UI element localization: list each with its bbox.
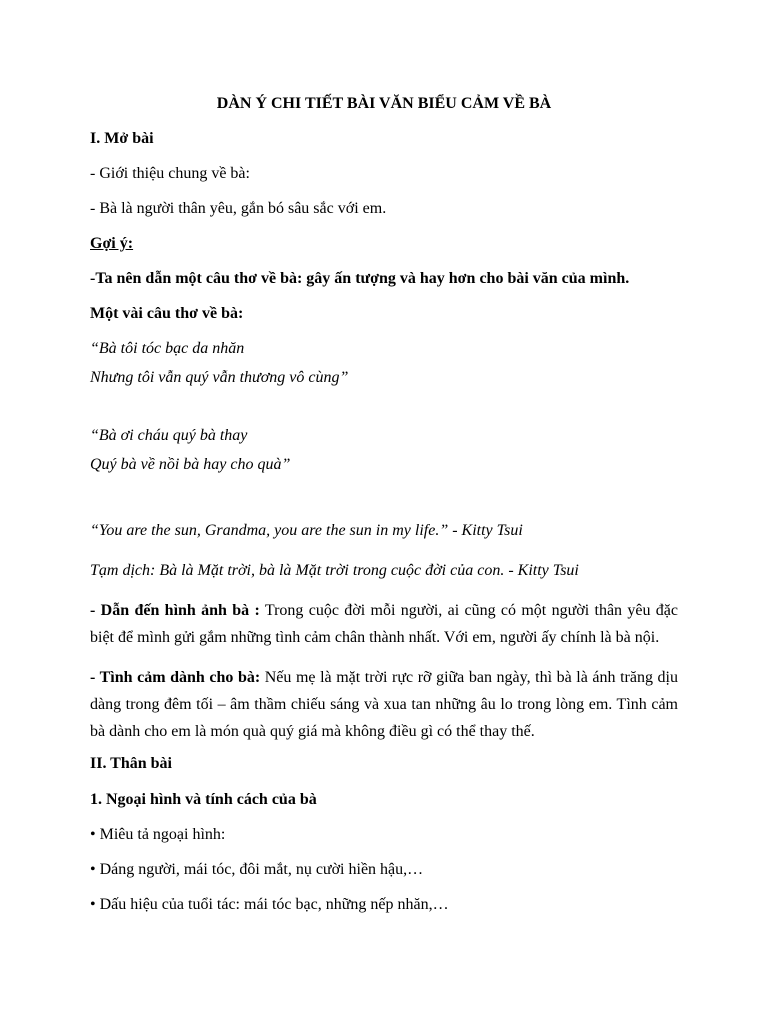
tinh-cam-label: - Tình cảm dành cho bà: xyxy=(90,669,261,686)
dan-den-text: Trong cuộc đời mỗi người, ai cũng có một người thân yêu đặc biệt để mình gửi gắm những tình cảm chân thành nhất. Với em, người ấy chính là bà nội. xyxy=(90,602,679,646)
poem-1-line-2: Nhưng tôi vẫn quý vẫn thương vô cùng” xyxy=(90,369,349,386)
tinh-cam-text: Nếu mẹ là mặt trời rực rỡ giữa ban ngày, thì bà là ánh trăng dịu dàng trong đêm tối – âm thầm chiếu sáng và xua tan những âu lo trong lòng em. Tình cảm bà dành cho em là món quà quý giá mà không điều gì có thể thay thế. xyxy=(90,669,678,740)
intro-line-2: - Bà là người thân yêu, gắn bó sâu sắc với em. xyxy=(90,200,387,217)
poem-2-line-2: Quý bà về nồi bà hay cho quà” xyxy=(90,456,291,473)
bullet-3: • Dấu hiệu của tuổi tác: mái tóc bạc, những nếp nhăn,… xyxy=(90,896,449,913)
document-title: DÀN Ý CHI TIẾT BÀI VĂN BIỂU CẢM VỀ BÀ xyxy=(216,95,552,112)
quote-english: “You are the sun, Grandma, you are the sun in my life.” - Kitty Tsui xyxy=(90,522,523,539)
paragraph-dan-den xyxy=(90,597,678,651)
dan-den-label: - Dẫn đến hình ảnh bà : xyxy=(90,602,260,619)
bullet-2: • Dáng người, mái tóc, đôi mắt, nụ cười hiền hậu,… xyxy=(90,861,424,878)
poems-heading: Một vài câu thơ về bà: xyxy=(90,305,244,322)
goi-y-label: Gợi ý: xyxy=(90,235,134,252)
paragraph-tinh-cam xyxy=(90,664,678,745)
goi-y-text: -Ta nên dẫn một câu thơ về bà: gây ấn tượng và hay hơn cho bài văn của mình. xyxy=(90,270,630,287)
bullet-1: • Miêu tả ngoại hình: xyxy=(90,826,226,843)
heading-mo-bai: I. Mở bài xyxy=(90,130,154,147)
heading-than-bai: II. Thân bài xyxy=(90,755,172,772)
subheading-ngoai-hinh: 1. Ngoại hình và tính cách của bà xyxy=(90,791,317,808)
poem-2-line-1: “Bà ơi cháu quý bà thay xyxy=(90,427,248,444)
quote-vietnamese: Tạm dịch: Bà là Mặt trời, bà là Mặt trời trong cuộc đời của con. - Kitty Tsui xyxy=(90,562,579,579)
poem-1-line-1: “Bà tôi tóc bạc da nhăn xyxy=(90,340,245,357)
intro-line-1: - Giới thiệu chung về bà: xyxy=(90,165,250,182)
